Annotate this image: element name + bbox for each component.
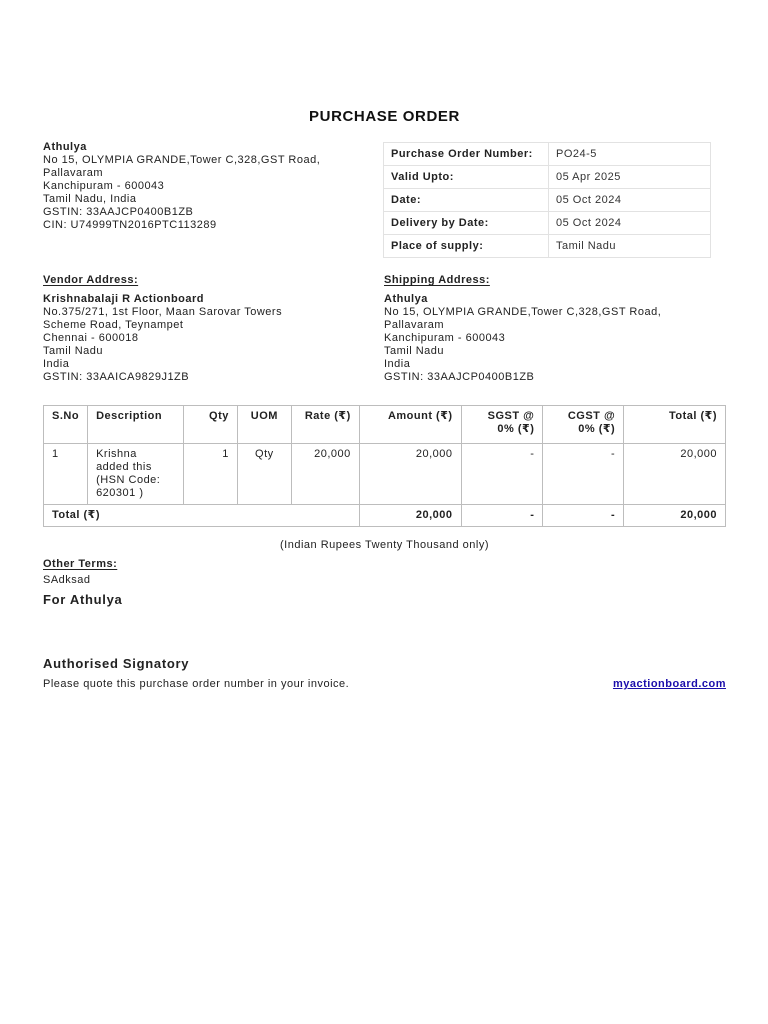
shipping-address-line: Kanchipuram - 600043 [384,332,506,344]
shipping-address-line: India [384,358,411,370]
col-header-description: Description [88,406,184,444]
items-table [43,405,726,527]
col-header-qty: Qty [183,406,237,444]
shipping-address-line: Tamil Nadu [384,345,445,357]
meta-label: Valid Upto: [384,166,549,189]
company-name: Athulya [43,141,87,153]
meta-row-date [384,189,711,212]
meta-row-delivery-date [384,212,711,235]
col-header-sgst [461,406,543,444]
table-row [44,444,726,505]
meta-label: Purchase Order Number: [384,143,549,166]
meta-row-po-number [384,143,711,166]
company-block [43,141,363,232]
shipping-address-line: Pallavaram [384,319,445,331]
totals-cgst: - [543,505,624,527]
meta-row-place-of-supply [384,235,711,258]
vendor-address-line: Scheme Road, Teynampet [43,319,184,331]
item-sno: 1 [44,444,88,505]
vendor-address-line: Chennai - 600018 [43,332,139,344]
company-gstin: GSTIN: 33AAJCP0400B1ZB [43,206,194,218]
company-address-line: Tamil Nadu, India [43,193,137,205]
item-description-line: added this [96,461,152,473]
totals-sgst: - [461,505,543,527]
item-qty: 1 [183,444,237,505]
item-description [88,444,184,505]
meta-label: Delivery by Date: [384,212,549,235]
for-company-label: For Athulya [43,592,123,607]
company-address-line: Pallavaram [43,167,104,179]
item-description-line: 620301 ) [96,487,144,499]
item-description-line: (HSN Code: [96,474,161,486]
shipping-gstin: GSTIN: 33AAJCP0400B1ZB [384,371,535,383]
sgst-header-line: 0% (₹) [497,423,535,435]
document-title: PURCHASE ORDER [309,108,460,125]
col-header-rate: Rate (₹) [291,406,359,444]
totals-label: Total (₹) [44,505,360,527]
item-sgst: - [461,444,543,505]
shipping-address-line: No 15, OLYMPIA GRANDE,Tower C,328,GST Road, [384,306,662,318]
po-number-value: PO24-5 [549,143,711,166]
item-amount: 20,000 [359,444,461,505]
shipping-address-block [384,274,726,384]
totals-row [44,505,726,527]
col-header-cgst [543,406,624,444]
company-address-line: Kanchipuram - 600043 [43,180,165,192]
table-header-row [44,406,726,444]
vendor-address-line: No.375/271, 1st Floor, Maan Sarovar Towers [43,306,283,318]
vendor-address-block [43,274,373,384]
delivery-date-value: 05 Oct 2024 [549,212,711,235]
valid-upto-value: 05 Apr 2025 [549,166,711,189]
other-terms-heading: Other Terms: [43,558,118,570]
col-header-sno: S.No [44,406,88,444]
totals-amount: 20,000 [359,505,461,527]
vendor-name: Krishnabalaji R Actionboard [43,293,205,305]
shipping-address-heading: Shipping Address: [384,274,490,286]
meta-row-valid-upto [384,166,711,189]
sgst-header-line: SGST @ [487,410,535,422]
item-total: 20,000 [624,444,726,505]
meta-label: Place of supply: [384,235,549,258]
item-uom: Qty [237,444,291,505]
item-rate: 20,000 [291,444,359,505]
authorised-signatory-label: Authorised Signatory [43,656,190,671]
other-terms-value: SAdksad [43,574,91,586]
cgst-header-line: CGST @ [567,410,616,422]
date-value: 05 Oct 2024 [549,189,711,212]
vendor-address-heading: Vendor Address: [43,274,139,286]
col-header-uom: UOM [237,406,291,444]
col-header-amount: Amount (₹) [359,406,461,444]
company-address-line: No 15, OLYMPIA GRANDE,Tower C,328,GST Road, [43,154,321,166]
amount-in-words: (Indian Rupees Twenty Thousand only) [280,539,489,551]
vendor-address-line: Tamil Nadu [43,345,104,357]
cgst-header-line: 0% (₹) [578,423,616,435]
order-meta-table [383,142,711,258]
vendor-address-line: India [43,358,70,370]
meta-label: Date: [384,189,549,212]
item-cgst: - [543,444,624,505]
item-description-line: Krishna [96,448,137,460]
company-cin: CIN: U74999TN2016PTC113289 [43,219,217,231]
place-of-supply-value: Tamil Nadu [549,235,711,258]
col-header-total: Total (₹) [624,406,726,444]
website-link[interactable]: myactionboard.com [612,678,726,690]
quote-note: Please quote this purchase order number in your invoice. [43,678,350,690]
shipping-name: Athulya [384,293,428,305]
vendor-gstin: GSTIN: 33AAICA9829J1ZB [43,371,190,383]
totals-total: 20,000 [624,505,726,527]
